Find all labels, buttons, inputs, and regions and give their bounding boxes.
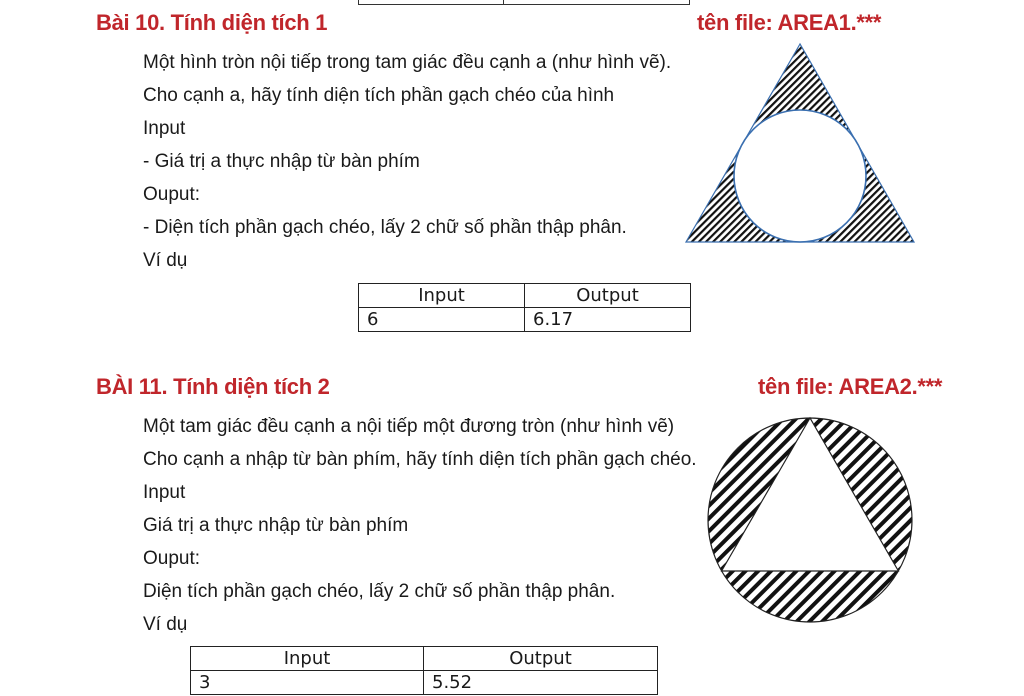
table-header-output: Output [525,284,691,308]
section1-heading: Bài 10. Tính diện tích 1 [96,10,328,35]
section1-line-5: Ouput: [143,184,201,205]
section2-line-4: Giá trị a thực nhập từ bàn phím [143,515,409,536]
section1-example-table [358,283,691,332]
table-cell-input: 3 [191,671,424,695]
section1-line-6: - Diện tích phần gạch chéo, lấy 2 chữ số phần thập phân. [143,217,627,238]
section1-line-7: Ví dụ [143,250,188,271]
section2-line-5: Ouput: [143,548,201,569]
section1-line-2: Cho cạnh a, hãy tính diện tích phần gạch chéo của hình [143,85,615,106]
table-header-row [191,647,658,671]
section2-line-2: Cho cạnh a nhập từ bàn phím, hãy tính diện tích phần gạch chéo. [143,449,697,470]
section2-line-1: Một tam giác đều cạnh a nội tiếp một đương tròn (như hình vẽ) [143,416,675,437]
table-row [191,671,658,695]
hatched-region [708,418,912,622]
section2-line-3: Input [143,482,186,503]
section1-line-1: Một hình tròn nội tiếp trong tam giác đều cạnh a (như hình vẽ). [143,52,672,73]
section2-heading: BÀI 11. Tính diện tích 2 [96,374,330,399]
section2-example-table [190,646,658,695]
table-cell-output: 6.17 [525,308,691,332]
table-header-row [359,284,691,308]
triangle-with-inscribed-circle-figure [680,40,920,250]
table-cell-output: 5.52 [424,671,658,695]
section1-line-4: - Giá trị a thực nhập từ bàn phím [143,151,420,172]
previous-table-remnant [358,0,690,5]
section2-filename: tên file: AREA2.*** [758,374,943,399]
table-header-input: Input [359,284,525,308]
section1-line-3: Input [143,118,186,139]
section1-filename: tên file: AREA1.*** [697,10,882,35]
hatched-region [686,44,914,242]
section2-line-6: Diện tích phần gạch chéo, lấy 2 chữ số phần thập phân. [143,581,616,602]
table-header-input: Input [191,647,424,671]
table-cell-input: 6 [359,308,525,332]
circle-with-inscribed-triangle-figure [700,410,920,630]
table-row [359,308,691,332]
section2-line-7: Ví dụ [143,614,188,635]
table-header-output: Output [424,647,658,671]
